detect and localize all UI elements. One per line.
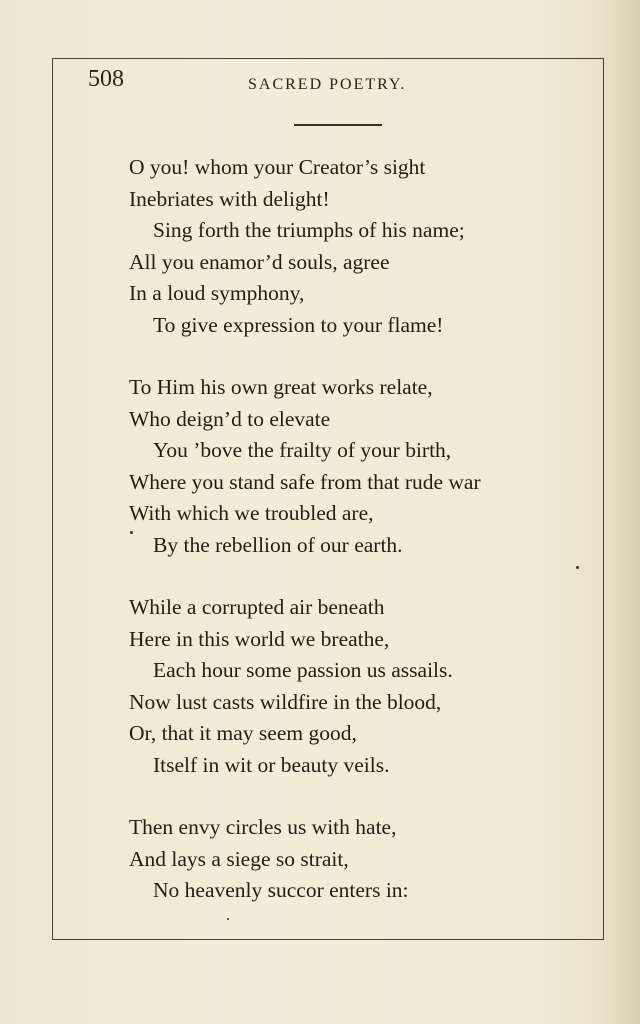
- poem-line: Then envy circles us with hate,: [129, 815, 397, 839]
- poem-line: And lays a siege so strait,: [129, 846, 349, 871]
- running-head: SACRED POETRY.: [248, 76, 407, 93]
- poem-line-indented: To give expression to your flame!: [153, 312, 444, 337]
- poem-line-indented: You ’bove the frailty of your birth,: [153, 438, 452, 462]
- page-edge-shadow: [604, 0, 640, 1024]
- poem-line-indented: No heavenly succor enters in:: [153, 878, 409, 902]
- title-rule: [294, 124, 382, 126]
- poem-line: Here in this world we breathe,: [129, 626, 390, 651]
- poem-line: To Him his own great works relate,: [129, 375, 433, 399]
- stanza-1: [129, 152, 589, 341]
- poem-line: Or, that it may seem good,: [129, 721, 357, 745]
- poem-line-indented: Itself in wit or beauty veils.: [153, 752, 390, 777]
- page-number: 508: [88, 66, 124, 92]
- poem-line-indented: Each hour some passion us assails.: [153, 658, 453, 682]
- poem-line: Where you stand safe from that rude war: [129, 469, 481, 494]
- poem-line: In a loud symphony,: [129, 281, 305, 305]
- ink-speck: [227, 918, 229, 920]
- poem-line: Who deign’d to elevate: [129, 406, 331, 431]
- poem-line: All you enamor’d souls, agree: [129, 249, 390, 274]
- stanza-4: [129, 812, 589, 907]
- ink-speck: [130, 531, 133, 534]
- poem-line: With which we troubled are,: [129, 501, 374, 525]
- poem-line: Inebriates with delight!: [129, 186, 330, 211]
- stanza-3: [129, 592, 589, 781]
- poem-line: While a corrupted air beneath: [129, 595, 385, 619]
- poem-body: [129, 152, 589, 938]
- stanza-2: [129, 372, 589, 561]
- poem-line-indented: Sing forth the triumphs of his name;: [153, 218, 465, 242]
- ink-speck: [576, 566, 579, 569]
- poem-line: O you! whom your Creator’s sight: [129, 155, 426, 179]
- poem-line-indented: By the rebellion of our earth.: [153, 532, 403, 557]
- poem-line: Now lust casts wildfire in the blood,: [129, 689, 442, 714]
